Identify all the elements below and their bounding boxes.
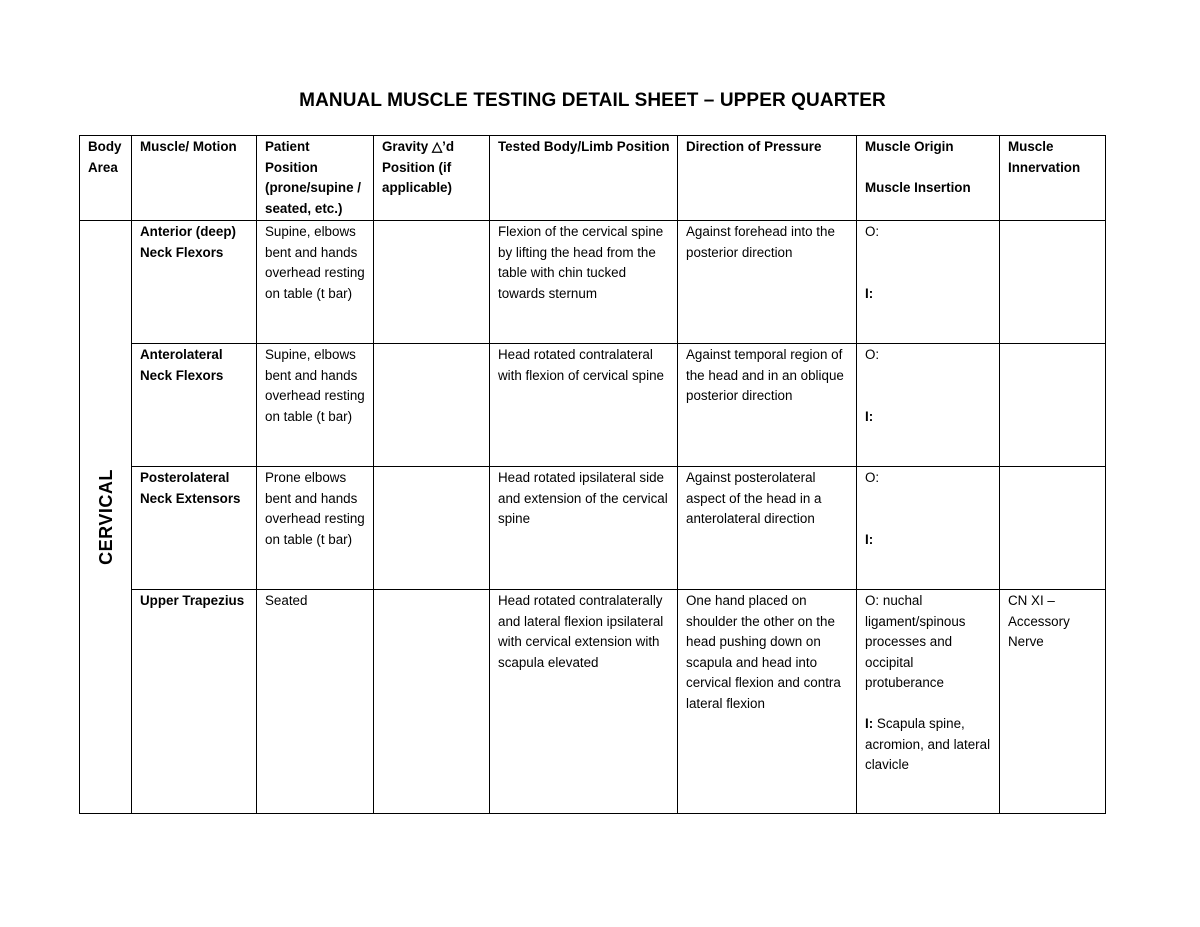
- innervation-cell: [1000, 344, 1106, 467]
- insertion-entry: I:: [865, 408, 874, 424]
- header-row: [80, 136, 1106, 221]
- patient-position-cell: Prone elbows bent and hands overhead resting on table (t bar): [257, 467, 374, 590]
- table-row: [80, 344, 1106, 467]
- muscle-name: Anterolateral Neck Flexors: [132, 344, 257, 467]
- origin-insertion-cell: [857, 590, 1000, 814]
- origin-entry: O:: [865, 347, 880, 362]
- insertion-entry: I:: [865, 531, 874, 547]
- gravity-position-cell: [374, 590, 490, 814]
- insertion-entry: I:: [865, 285, 874, 301]
- table-row: [80, 467, 1106, 590]
- innervation-cell: CN XI – Accessory Nerve: [1000, 590, 1106, 814]
- origin-entry: O:: [865, 224, 880, 239]
- header-body-area: Body Area: [80, 136, 132, 221]
- header-origin-insertion: [857, 136, 1000, 221]
- origin-entry: O: nuchal ligament/spinous processes and occipital protuberance: [865, 593, 966, 690]
- body-area-cell: [80, 221, 132, 814]
- gravity-position-cell: [374, 344, 490, 467]
- origin-entry: O:: [865, 470, 880, 485]
- muscle-name: Posterolateral Neck Extensors: [132, 467, 257, 590]
- header-origin: Muscle Origin: [865, 139, 954, 154]
- origin-insertion-cell: [857, 344, 1000, 467]
- page-title: MANUAL MUSCLE TESTING DETAIL SHEET – UPPER QUARTER: [299, 90, 886, 111]
- tested-position-cell: Flexion of the cervical spine by lifting the head from the table with chin tucked towards sternum: [490, 221, 678, 344]
- tested-position-cell: Head rotated contralaterally and lateral flexion ipsilateral with cervical extension with scapula elevated: [490, 590, 678, 814]
- header-gravity-position: Gravity △’d Position (if applicable): [374, 136, 490, 221]
- muscle-name: Upper Trapezius: [132, 590, 257, 814]
- patient-position-cell: Supine, elbows bent and hands overhead resting on table (t bar): [257, 221, 374, 344]
- table-row: [80, 590, 1106, 814]
- patient-position-cell: Supine, elbows bent and hands overhead resting on table (t bar): [257, 344, 374, 467]
- pressure-direction-cell: Against forehead into the posterior direction: [678, 221, 857, 344]
- pressure-direction-cell: Against temporal region of the head and in an oblique posterior direction: [678, 344, 857, 467]
- gravity-position-cell: [374, 221, 490, 344]
- muscle-name: Anterior (deep) Neck Flexors: [132, 221, 257, 344]
- origin-insertion-cell: [857, 221, 1000, 344]
- tested-position-cell: Head rotated contralateral with flexion of cervical spine: [490, 344, 678, 467]
- header-insertion: Muscle Insertion: [865, 180, 971, 195]
- insertion-entry: I: Scapula spine, acromion, and lateral clavicle: [865, 716, 991, 772]
- header-tested-position: Tested Body/Limb Position: [490, 136, 678, 221]
- body-area-label: CERVICAL: [95, 469, 116, 565]
- header-innervation: Muscle Innervation: [1000, 136, 1106, 221]
- pressure-direction-cell: Against posterolateral aspect of the head in a anterolateral direction: [678, 467, 857, 590]
- table-row: [80, 221, 1106, 344]
- header-direction-pressure: Direction of Pressure: [678, 136, 857, 221]
- innervation-cell: [1000, 467, 1106, 590]
- muscle-testing-table: [79, 135, 1106, 814]
- header-muscle-motion: Muscle/ Motion: [132, 136, 257, 221]
- patient-position-cell: Seated: [257, 590, 374, 814]
- pressure-direction-cell: One hand placed on shoulder the other on the head pushing down on scapula and head into cervical flexion and contra lateral flexion: [678, 590, 857, 814]
- innervation-cell: [1000, 221, 1106, 344]
- origin-insertion-cell: [857, 467, 1000, 590]
- gravity-position-cell: [374, 467, 490, 590]
- header-patient-position: Patient Position (prone/supine / seated, etc.): [257, 136, 374, 221]
- tested-position-cell: Head rotated ipsilateral side and extension of the cervical spine: [490, 467, 678, 590]
